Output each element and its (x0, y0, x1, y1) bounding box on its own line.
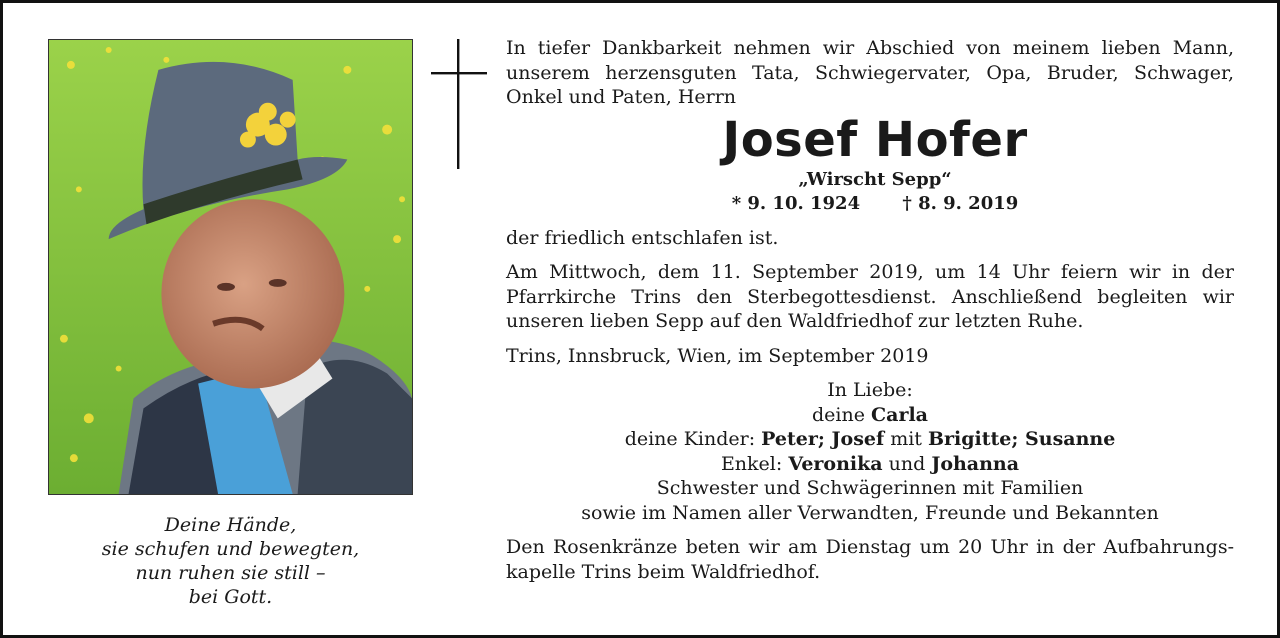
in-love-line: In Liebe: (827, 379, 913, 401)
rosary-line: Den Rosenkränze beten wir am Dienstag um 20 Uhr in der Aufbahrungs- (506, 536, 1234, 558)
service-line: unseren lieben Sepp auf den Waldfriedhof zur letzten Ruhe. (506, 310, 1084, 332)
death-date: † 8. 9. 2019 (902, 192, 1019, 214)
intro-line: unserem herzensguten Tata, Schwiegervater, Opa, Bruder, Schwager, (506, 61, 1234, 84)
grandchild-a: Veronika (788, 452, 883, 475)
poem-line: sie schufen und bewegten, (101, 538, 360, 560)
poem (48, 513, 413, 609)
wife-name: Carla (871, 403, 928, 426)
life-dates (506, 192, 1234, 216)
service-line: Am Mittwoch, dem 11. September 2019, um 14 Uhr feiern wir in der (506, 261, 1234, 283)
poem-line: bei Gott. (188, 586, 273, 608)
wife-line (506, 403, 1234, 428)
deceased-name: Josef Hofer (722, 111, 1028, 168)
passed-line: der friedlich entschlafen ist. (506, 226, 779, 249)
poem-line: nun ruhen sie still – (135, 562, 326, 584)
children-names-a: Peter; Josef (761, 428, 885, 450)
siblings-line: Schwester und Schwägerinnen mit Familien (656, 477, 1084, 499)
intro-line: Onkel und Paten, Herrn (506, 86, 737, 108)
children-line (506, 427, 1234, 452)
children-names-b: Brigitte; Susanne (927, 428, 1116, 450)
grandchild-b: Johanna (931, 452, 1020, 475)
grandchildren-line (506, 452, 1234, 477)
deceased-nickname: „Wirscht Sepp“ (798, 168, 952, 190)
relatives-line: sowie im Namen aller Verwandten, Freunde und Bekannten (581, 501, 1159, 524)
grandchildren-prefix: Enkel: (720, 452, 789, 475)
portrait-photo (48, 39, 413, 495)
cross-icon (431, 39, 487, 169)
poem-line: Deine Hände, (164, 514, 297, 536)
children-prefix: deine Kinder: (624, 428, 762, 450)
intro-line: In tiefer Dankbarkeit nehmen wir Abschied von meinem lieben Mann, (506, 37, 1234, 59)
obituary-text (506, 36, 1234, 584)
service-line: Pfarrkirche Trins den Sterbegottesdienst. Anschließend begleiten wir (506, 285, 1234, 308)
wife-prefix: deine (812, 403, 872, 426)
birth-date: * 9. 10. 1924 (731, 192, 861, 214)
rosary-line: kapelle Trins beim Waldfriedhof. (506, 560, 821, 583)
portrait-image (49, 40, 412, 494)
children-connector: mit (884, 428, 928, 450)
grandchildren-connector: und (882, 452, 932, 475)
place-date: Trins, Innsbruck, Wien, im September 2019 (506, 344, 929, 367)
